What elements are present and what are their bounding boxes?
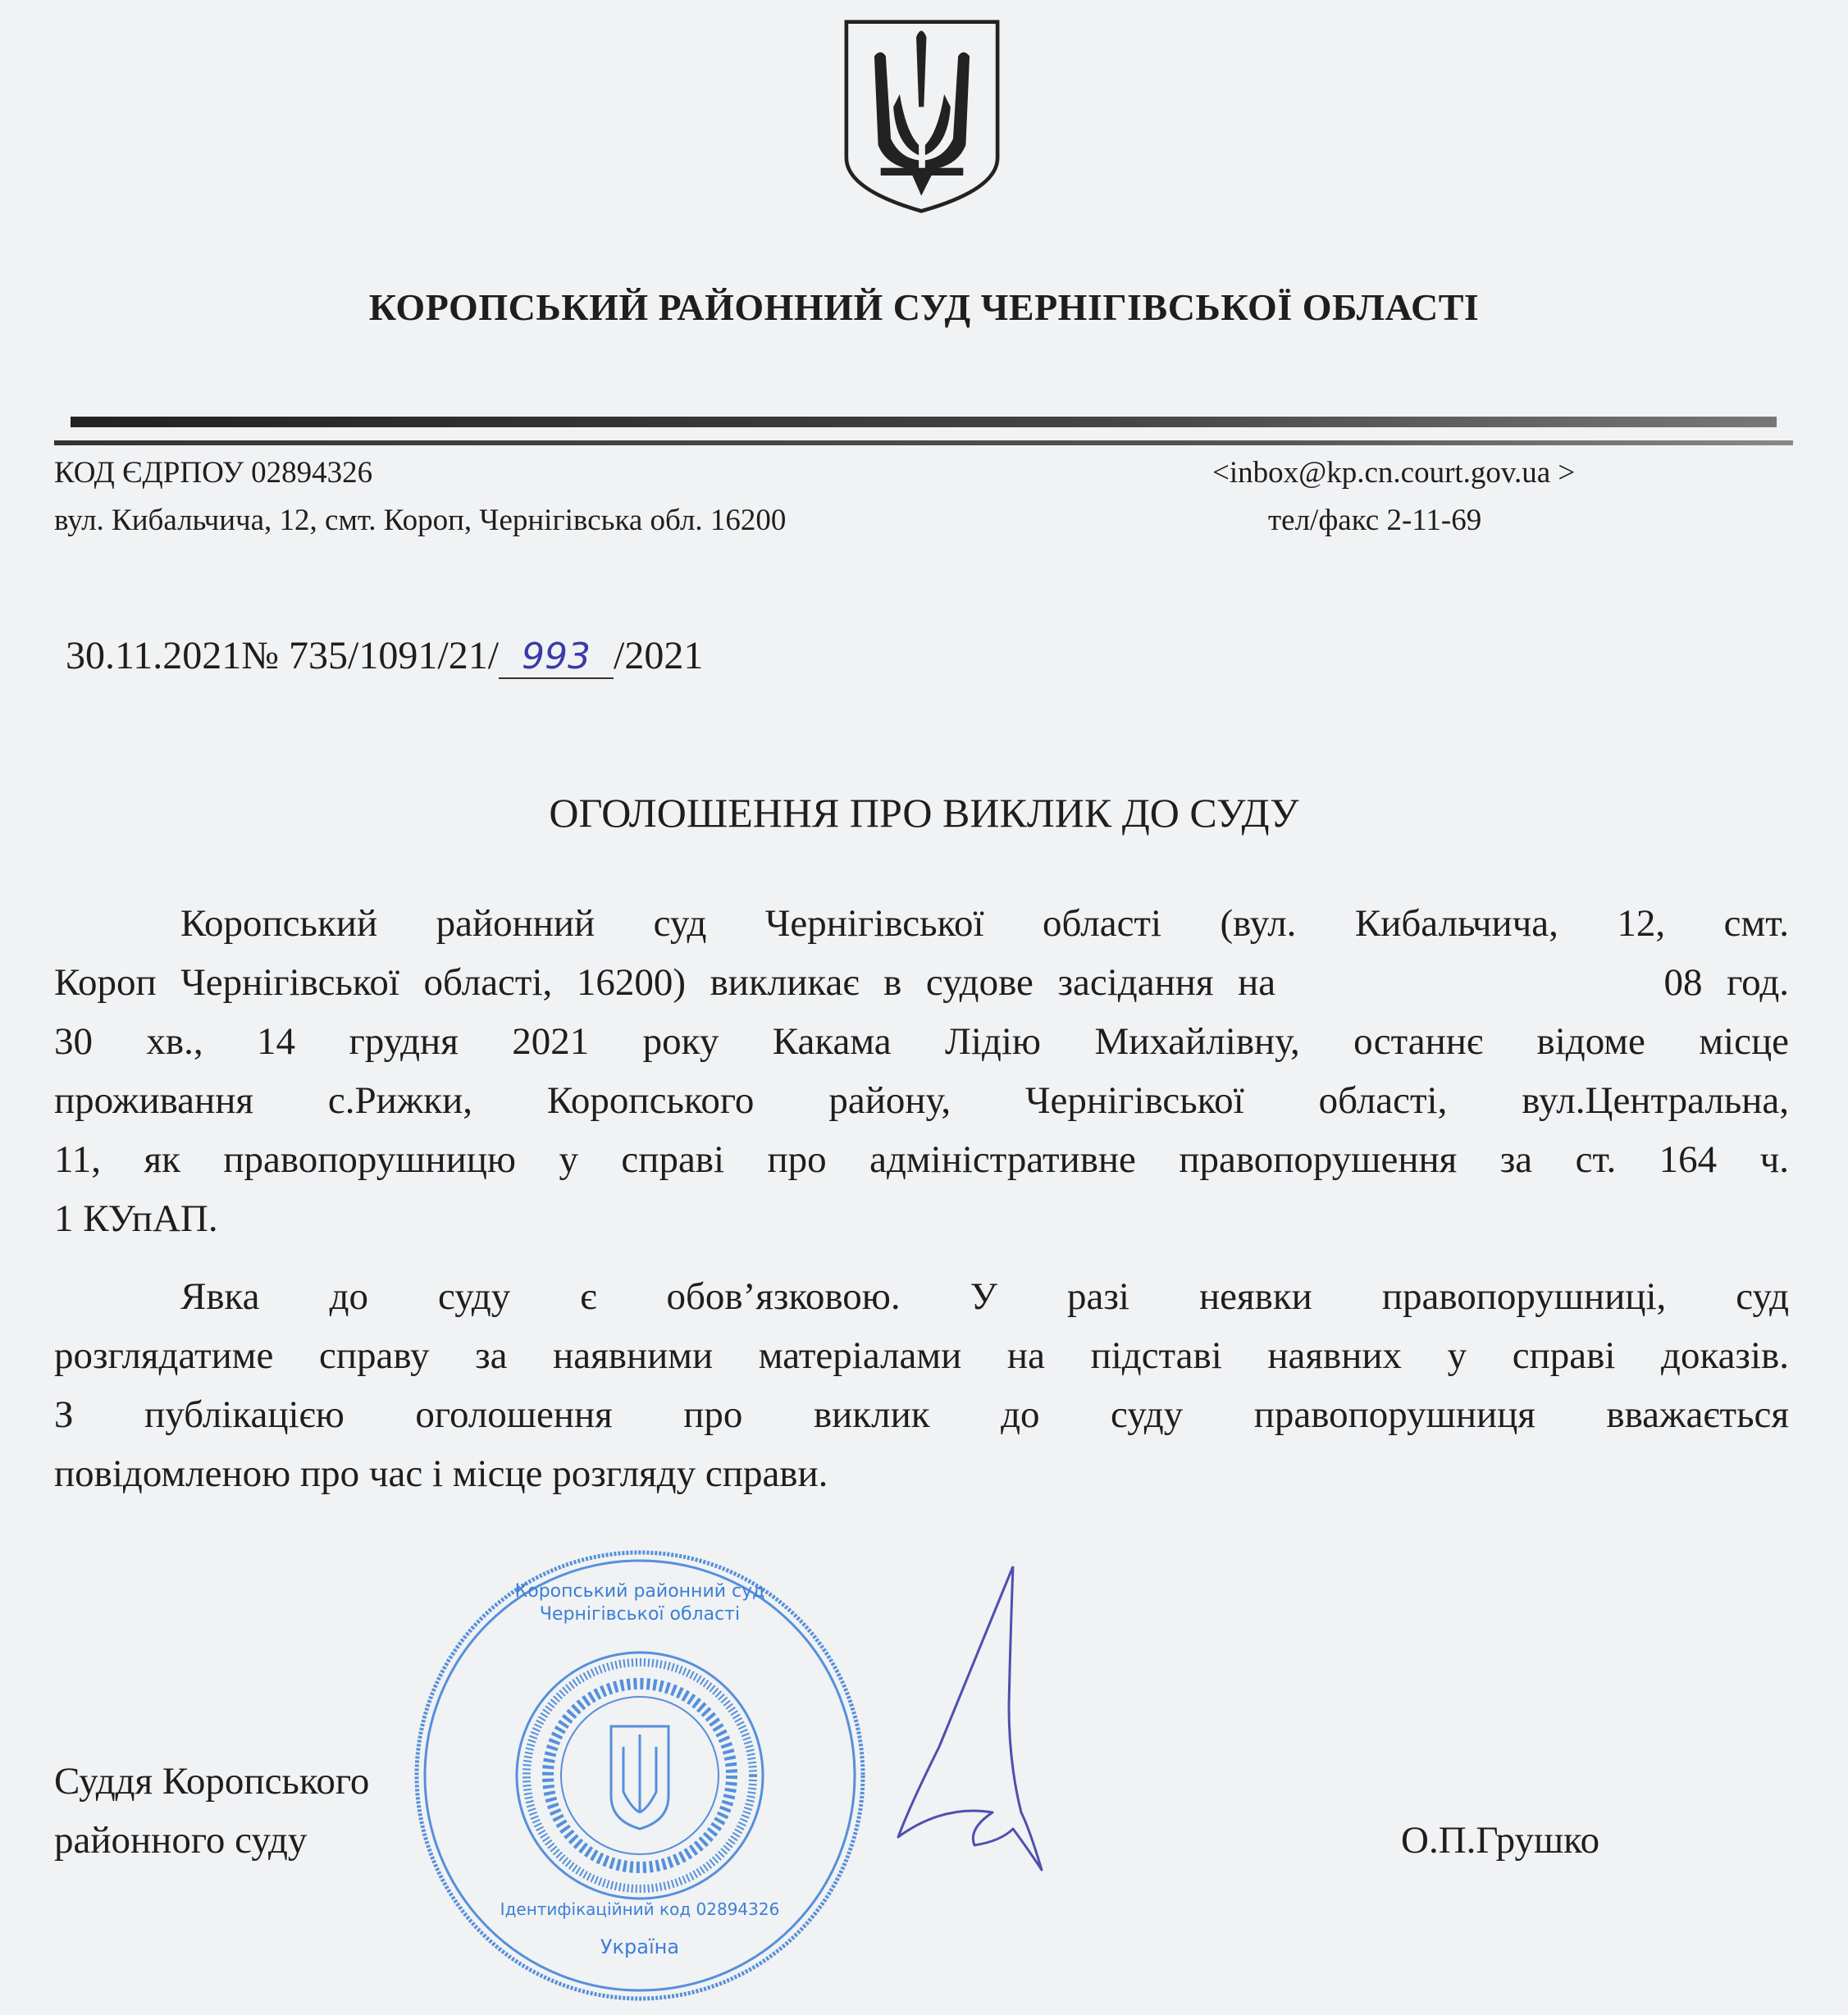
- consequences-paragraph: [54, 1267, 1789, 1503]
- text-line: проживання с.Рижки, Коропського району, Чернігівської області, вул.Центральна,: [54, 1079, 1789, 1122]
- handwritten-signature: [878, 1558, 1107, 1886]
- stamp-inner-text: Ідентифікаційний код 02894326: [500, 1899, 780, 1919]
- document-title: ОГОЛОШЕННЯ ПРО ВИКЛИК ДО СУДУ: [549, 790, 1299, 836]
- judge-name: О.П.Грушко: [1401, 1819, 1600, 1862]
- text-line: Коропський районний суд Чернігівської області (вул. Кибальчича, 12, смт.: [180, 902, 1789, 945]
- text-line: З публікацією оголошення про виклик до суду правопорушниця вважається: [54, 1393, 1789, 1436]
- position-line: районного суду: [54, 1819, 308, 1862]
- coat-of-arms-icon: [842, 18, 1002, 215]
- court-address: вул. Кибальчича, 12, смт. Короп, Чернігівська обл. 16200: [54, 504, 787, 537]
- outgoing-reference: [66, 633, 703, 679]
- stamp-bottom-text: Україна: [600, 1935, 680, 1958]
- text-line: Явка до суду є обов’язковою. У разі неявки правопорушниці, суд: [180, 1275, 1789, 1318]
- court-contacts: [1212, 449, 1575, 545]
- reference-date-number: 30.11.2021№ 735/1091/21/: [66, 634, 500, 677]
- text-line: повідомленою про час і місце розгляду справи.: [54, 1452, 828, 1495]
- text-line: 30 хв., 14 грудня 2021 року Какама Лідію Михайлівну, останнє відоме місце: [54, 1020, 1789, 1063]
- edrpou-code: КОД ЄДРПОУ 02894326: [54, 456, 373, 490]
- court-name-heading: КОРОПСЬКИЙ РАЙОННИЙ СУД ЧЕРНІГІВСЬКОЇ ОБЛАСТІ: [368, 286, 1480, 328]
- judge-position: [54, 1752, 369, 1870]
- court-seal-stamp: [410, 1546, 869, 2005]
- text-line: 11, як правопорушницю у справі про адміністративне правопорушення за ст. 164 ч.: [54, 1138, 1789, 1181]
- text-line: розглядатиме справу за наявними матеріалами на підставі наявних у справі доказів.: [54, 1334, 1789, 1377]
- court-requisites: [54, 449, 786, 545]
- handwritten-number: 993: [499, 636, 614, 679]
- summons-paragraph: [54, 894, 1789, 1248]
- header-rule-thick: [71, 417, 1777, 427]
- text-line: 1 КУпАП.: [54, 1197, 218, 1240]
- stamp-outer-text: Коропський районний суд Чернігівської області: [514, 1581, 765, 1625]
- court-phone: тел/факс 2-11-69: [1268, 504, 1482, 537]
- reference-suffix: /2021: [614, 634, 704, 677]
- header-rule-thin: [54, 440, 1793, 445]
- court-email: <inbox@kp.cn.court.gov.ua >: [1212, 456, 1576, 490]
- text-line: Короп Чернігівської області, 16200) викликає в судове засідання на 08 год.: [54, 961, 1789, 1004]
- position-line: Суддя Коропського: [54, 1760, 370, 1803]
